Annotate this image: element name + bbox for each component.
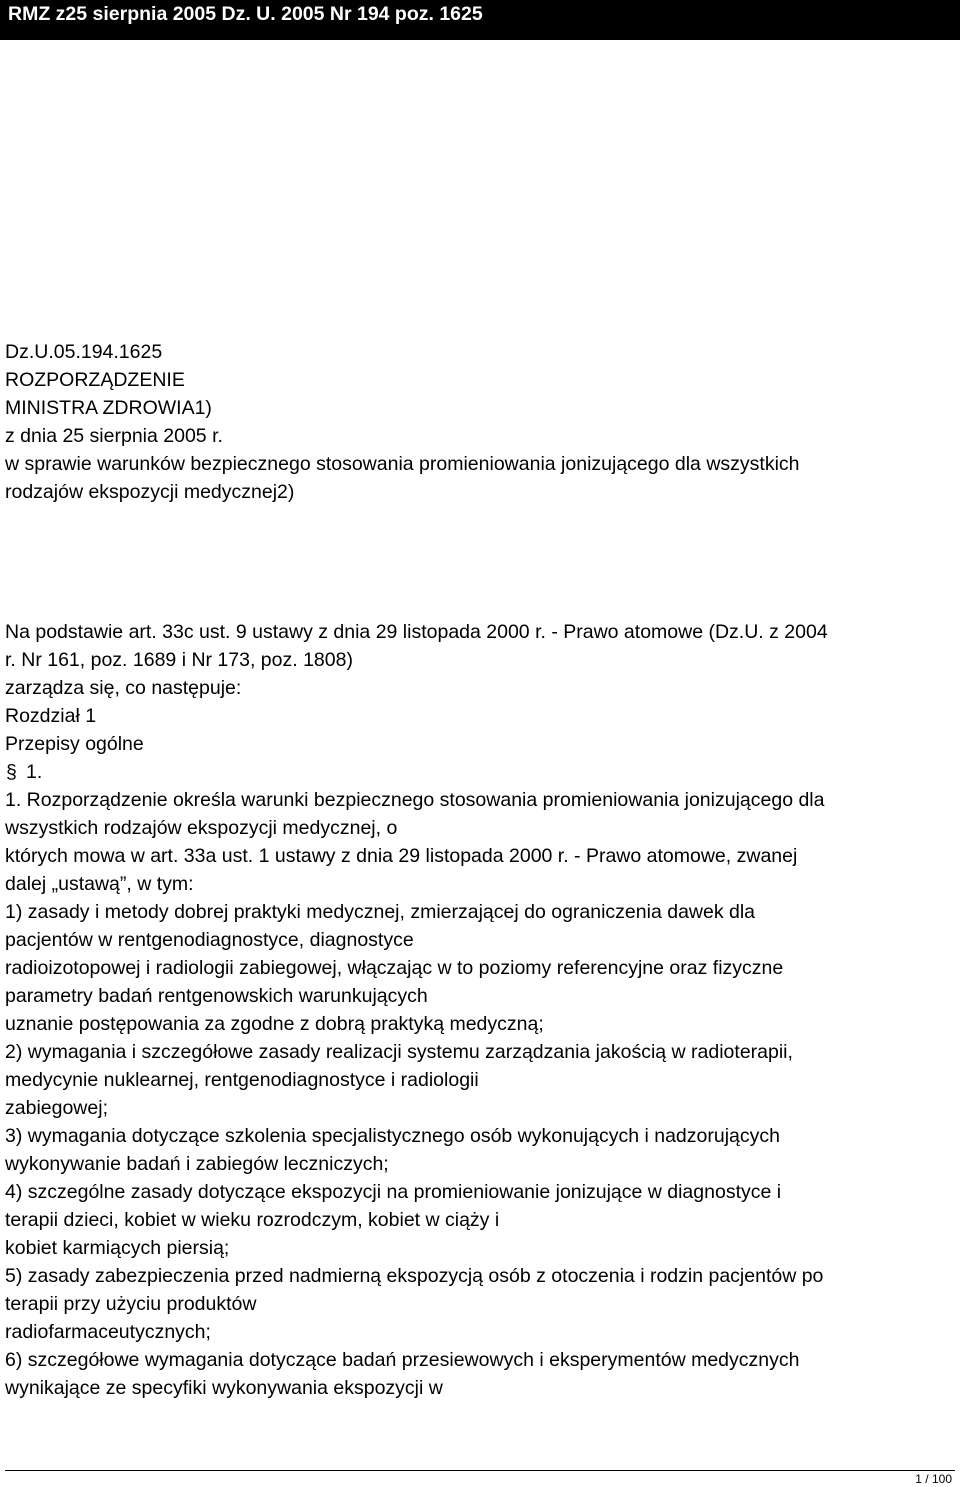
document-header-bar: [0, 0, 960, 40]
body-line: wykonywanie badań i zabiegów leczniczych;: [5, 1153, 389, 1175]
body-line: medycynie nuklearnej, rentgenodiagnostyce i radiologii: [5, 1069, 479, 1091]
body-line: kobiet karmiących piersią;: [5, 1237, 230, 1259]
body-line: 4) szczególne zasady dotyczące ekspozycji na promieniowanie jonizujące w diagnostyce i: [5, 1181, 782, 1203]
header-title: RMZ z25 sierpnia 2005 Dz. U. 2005 Nr 194 poz. 1625: [8, 3, 483, 25]
body-line: dalej „ustawą”, w tym:: [5, 873, 194, 895]
issuing-authority: MINISTRA ZDROWIA1): [5, 397, 212, 419]
body-line: 3) wymagania dotyczące szkolenia specjalistycznego osób wykonujących i nadzorujących: [5, 1125, 780, 1147]
body-line: wynikające ze specyfiki wykonywania ekspozycji w: [5, 1377, 443, 1399]
body-line: terapii przy użyciu produktów: [5, 1293, 257, 1315]
page-number: 1 / 100: [915, 1472, 952, 1486]
act-subject-line-1: w sprawie warunków bezpiecznego stosowania promieniowania jonizującego dla wszystkich: [5, 453, 800, 475]
body-line: zabiegowej;: [5, 1097, 108, 1119]
body-line: 2) wymagania i szczegółowe zasady realizacji systemu zarządzania jakością w radioterapii,: [5, 1041, 793, 1063]
legal-basis-line-2: r. Nr 161, poz. 1689 i Nr 173, poz. 1808): [5, 649, 353, 671]
chapter-number: Rozdział 1: [5, 705, 97, 727]
chapter-title: Przepisy ogólne: [5, 733, 144, 755]
body-line: parametry badań rentgenowskich warunkujących: [5, 985, 428, 1007]
body-line: 6) szczegółowe wymagania dotyczące badań przesiewowych i eksperymentów medycznych: [5, 1349, 800, 1371]
enacting-clause: zarządza się, co następuje:: [5, 677, 242, 699]
legal-basis-line-1: Na podstawie art. 33c ust. 9 ustawy z dnia 29 listopada 2000 r. - Prawo atomowe (Dz.U. z 2004: [5, 621, 828, 643]
section-sign: §: [6, 761, 17, 783]
body-line: 1) zasady i metody dobrej praktyki medycznej, zmierzającej do ograniczenia dawek dla: [5, 901, 756, 923]
journal-reference: Dz.U.05.194.1625: [5, 341, 163, 363]
act-type: ROZPORZĄDZENIE: [5, 369, 185, 391]
body-line: 1. Rozporządzenie określa warunki bezpiecznego stosowania promieniowania jonizującego dla: [5, 789, 825, 811]
body-line: 5) zasady zabezpieczenia przed nadmierną ekspozycją osób z otoczenia i rodzin pacjentów po: [5, 1265, 824, 1287]
footer-divider: [5, 1470, 955, 1471]
act-subject-line-2: rodzajów ekspozycji medycznej2): [5, 481, 295, 503]
body-line: których mowa w art. 33a ust. 1 ustawy z dnia 29 listopada 2000 r. - Prawo atomowe, zwanej: [5, 845, 798, 867]
body-line: pacjentów w rentgenodiagnostyce, diagnostyce: [5, 929, 414, 951]
section-number: 1.: [26, 761, 43, 783]
body-line: terapii dzieci, kobiet w wieku rozrodczym, kobiet w ciąży i: [5, 1209, 500, 1231]
body-line: uznanie postępowania za zgodne z dobrą praktyką medyczną;: [5, 1013, 544, 1035]
act-date: z dnia 25 sierpnia 2005 r.: [5, 425, 223, 447]
body-line: wszystkich rodzajów ekspozycji medycznej, o: [5, 817, 398, 839]
body-line: radiofarmaceutycznych;: [5, 1321, 211, 1343]
body-line: radioizotopowej i radiologii zabiegowej, włączając w to poziomy referencyjne oraz fizyczne: [5, 957, 784, 979]
